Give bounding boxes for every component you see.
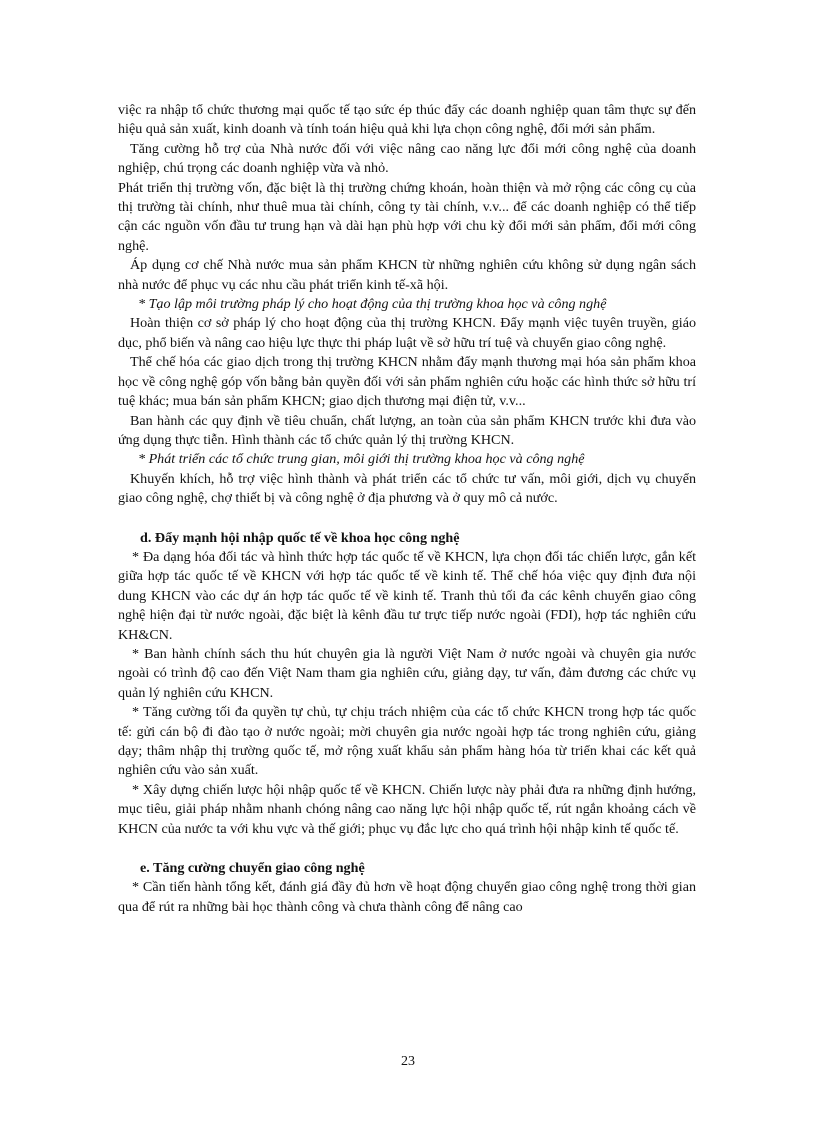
- paragraph: Áp dụng cơ chế Nhà nước mua sản phẩm KHCN từ những nghiên cứu không sử dụng ngân sách nhà nước để phục vụ các nhu cầu phát triển kinh tế-xã hội.: [118, 257, 696, 293]
- paragraph: * Ban hành chính sách thu hút chuyên gia là người Việt Nam ở nước ngoài và chuyên gia nước ngoài có trình độ cao đến Việt Nam tham gia nghiên cứu, giảng dạy, tư vấn, đảm đương các chức vụ quản lý nghiên cứu KHCN.: [118, 645, 696, 701]
- paragraph: * Tăng cường tối đa quyền tự chủ, tự chịu trách nhiệm của các tổ chức KHCN trong hợp tác quốc tế: gửi cán bộ đi đào tạo ở nước ngoài; mời chuyên gia nước ngoài hợp tác trong nghiên cứu, giảng dạy; thâm nhập thị trường quốc tế, mở rộng xuất khẩu sản phẩm hàng hóa từ triển khai các kết quả nghiên cứu vào sản xuất.: [118, 704, 696, 779]
- paragraph: * Đa dạng hóa đối tác và hình thức hợp tác quốc tế về KHCN, lựa chọn đối tác chiến lược, gắn kết giữa hợp tác quốc tế về KHCN với hợp tác quốc tế về kinh tế. Thể chế hóa việc quy định đưa nội dung KHCN vào các dự án hợp tác quốc tế về kinh tế. Tranh thủ tối đa các kênh chuyển giao công nghệ hiện đại từ nước ngoài, đặc biệt là kênh đầu tư trực tiếp nước ngoài (FDI), hợp tác nghiên cứu KH&CN.: [118, 548, 696, 643]
- paragraph: Thể chế hóa các giao dịch trong thị trường KHCN nhằm đẩy mạnh thương mại hóa sản phẩm khoa học về công nghệ góp vốn bằng bản quyền đối với sản phẩm nghiên cứu hoặc các hình thức sở hữu trí tuệ khác; mua bán sản phẩm KHCN; giao dịch thương mại điện tử, v.v...: [118, 354, 696, 410]
- section-heading: d. Đẩy mạnh hội nhập quốc tế về khoa học công nghệ: [140, 529, 460, 546]
- paragraph: Tăng cường hỗ trợ của Nhà nước đối với việc nâng cao năng lực đổi mới công nghệ của doanh nghiệp, chú trọng các doanh nghiệp vừa và nhỏ.: [118, 140, 696, 177]
- paragraph: * Xây dựng chiến lược hội nhập quốc tế về KHCN. Chiến lược này phải đưa ra những định hướng, mục tiêu, giải pháp nhằm nhanh chóng nâng cao năng lực hội nhập quốc tế, rút ngắn khoảng cách về KHCN của nước ta với khu vực và thế giới; phục vụ đắc lực cho quá trình hội nhập kinh tế quốc tế.: [118, 781, 696, 837]
- page-body: [118, 101, 696, 917]
- subheading: * Tạo lập môi trường pháp lý cho hoạt động của thị trường khoa học và công nghệ: [138, 296, 607, 313]
- section-heading: e. Tăng cường chuyển giao công nghệ: [140, 860, 365, 877]
- paragraph: việc ra nhập tổ chức thương mại quốc tế tạo sức ép thúc đẩy các doanh nghiệp quan tâm thực sự đến hiệu quả sản xuất, kinh doanh và tính toán hiệu quả khi lựa chọn công nghệ, đổi mới sản phẩm.: [118, 102, 696, 138]
- paragraph: Khuyến khích, hỗ trợ việc hình thành và phát triển các tổ chức tư vấn, môi giới, dịch vụ chuyển giao công nghệ, chợ thiết bị và công nghệ ở địa phương và ở quy mô cả nước.: [118, 470, 696, 507]
- subheading: * Phát triển các tổ chức trung gian, môi giới thị trường khoa học và công nghệ: [138, 451, 585, 468]
- paragraph: * Cần tiến hành tổng kết, đánh giá đầy đủ hơn về hoạt động chuyển giao công nghệ trong thời gian qua để rút ra những bài học thành công và chưa thành công để nâng cao: [118, 879, 696, 915]
- paragraph: Hoàn thiện cơ sở pháp lý cho hoạt động của thị trường KHCN. Đẩy mạnh việc tuyên truyền, giáo dục, phổ biến và nâng cao hiệu lực thực thi pháp luật về sở hữu trí tuệ và chuyển giao công nghệ.: [118, 315, 696, 351]
- page-number: 23: [401, 1054, 415, 1069]
- paragraph: Ban hành các quy định về tiêu chuẩn, chất lượng, an toàn của sản phẩm KHCN trước khi đưa vào ứng dụng thực tiễn. Hình thành các tổ chức quản lý thị trường KHCN.: [118, 412, 696, 448]
- paragraph: Phát triển thị trường vốn, đặc biệt là thị trường chứng khoán, hoàn thiện và mở rộng các công cụ của thị trường tài chính, như thuê mua tài chính, công ty tài chính, v.v... để các doanh nghiệp có thể tiếp cận các nguồn vốn đầu tư trung hạn và dài hạn phù hợp với chu kỳ đổi mới sản phẩm, đổi mới công nghệ.: [118, 179, 696, 254]
